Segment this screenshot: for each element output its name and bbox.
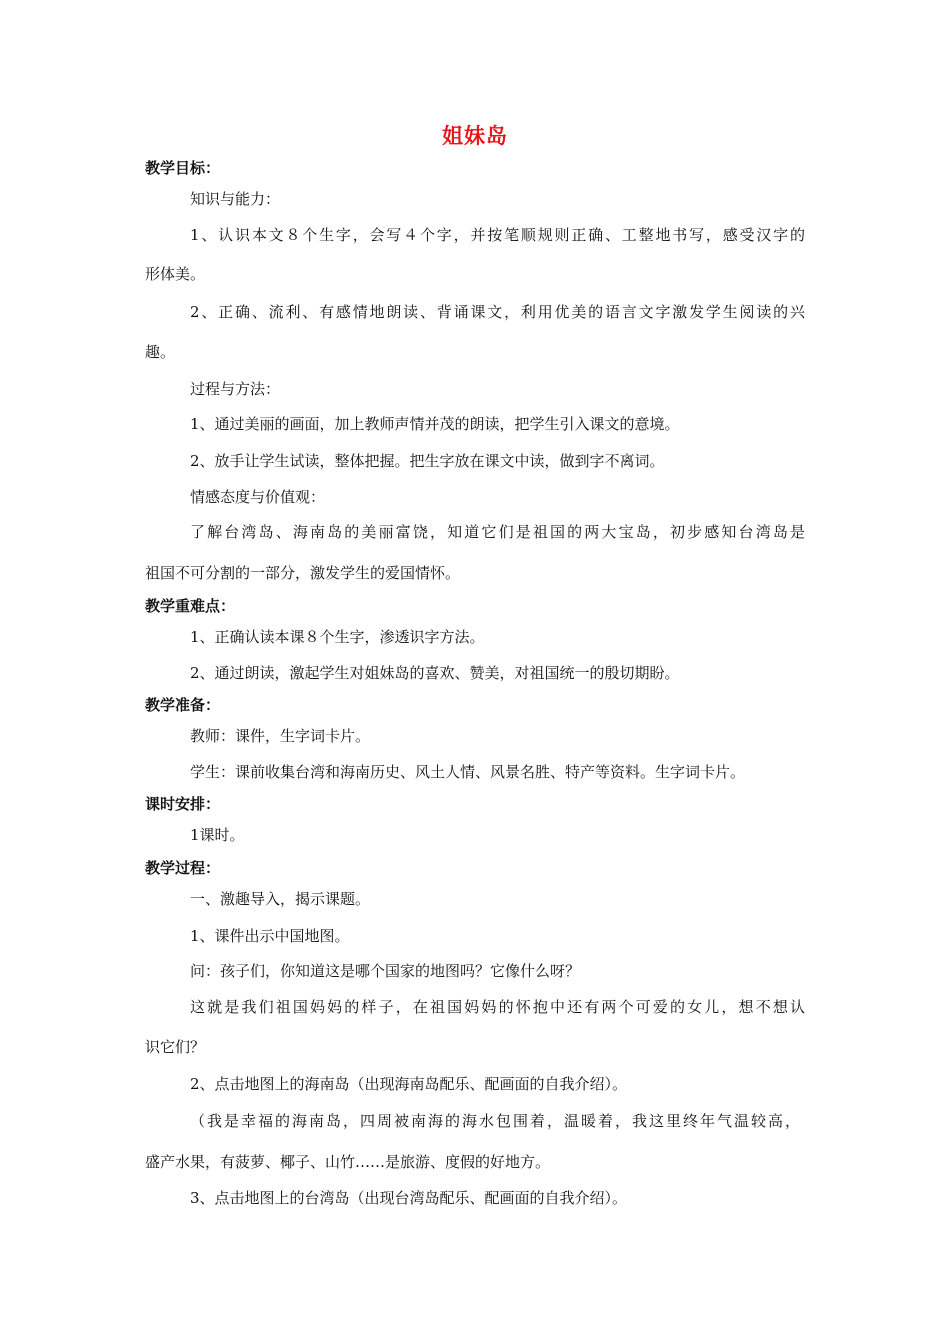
prep-heading: 教学准备： [145, 696, 221, 714]
emotion-label: 情感态度与价值观： [190, 488, 326, 506]
schedule-value: 1课时。 [190, 826, 245, 844]
document-title: 姐妹岛 [442, 124, 508, 148]
goal-k2-line1: 2、正确、流利、有感情地朗读、背诵课文，利用优美的语言文字激发学生阅读的兴 [190, 303, 805, 321]
goal-e1-line1: 了解台湾岛、海南岛的美丽富饶，知道它们是祖国的两大宝岛，初步感知台湾岛是 [190, 523, 805, 541]
process-step-4-line1: 这就是我们祖国妈妈的样子，在祖国妈妈的怀抱中还有两个可爱的女儿，想不想认 [190, 998, 805, 1016]
goal-e1-line2: 祖国不可分割的一部分，激发学生的爱国情怀。 [145, 564, 461, 582]
keypoints-heading: 教学重难点： [145, 597, 236, 615]
goal-k1-line2: 形体美。 [145, 265, 206, 283]
process-step-6-line1: （我是幸福的海南岛，四周被南海的海水包围着，温暖着，我这里终年气温较高， [190, 1112, 800, 1130]
process-step-6-line2: 盛产水果，有菠萝、椰子、山竹……是旅游、度假的好地方。 [145, 1153, 551, 1171]
process-step-1: 一、激趣导入，揭示课题。 [190, 890, 371, 908]
keypoint-1: 1、正确认读本课８个生字，渗透识字方法。 [190, 628, 485, 646]
process-step-5: 2、点击地图上的海南岛（出现海南岛配乐、配画面的自我介绍）。 [190, 1075, 628, 1093]
process-heading: 教学过程： [145, 859, 221, 877]
knowledge-label: 知识与能力： [190, 190, 281, 208]
schedule-heading: 课时安排： [145, 795, 221, 813]
process-label: 过程与方法： [190, 380, 281, 398]
goal-k1-line1: 1、认识本文８个生字，会写４个字，并按笔顺规则正确、工整地书写，感受汉字的 [190, 226, 805, 244]
prep-student: 学生：课前收集台湾和海南历史、风土人情、风景名胜、特产等资料。生字词卡片。 [190, 763, 746, 781]
goal-p1: 1、通过美丽的画面，加上教师声情并茂的朗读，把学生引入课文的意境。 [190, 415, 680, 433]
goal-p2: 2、放手让学生试读，整体把握。把生字放在课文中读，做到字不离词。 [190, 452, 665, 470]
process-step-7: 3、点击地图上的台湾岛（出现台湾岛配乐、配画面的自我介绍）。 [190, 1189, 628, 1207]
goals-heading: 教学目标： [145, 159, 221, 177]
prep-teacher: 教师：课件，生字词卡片。 [190, 727, 371, 745]
goal-k2-line2: 趣。 [145, 343, 176, 361]
process-step-4-line2: 识它们？ [145, 1038, 206, 1056]
keypoint-2: 2、通过朗读，激起学生对姐妹岛的喜欢、赞美，对祖国统一的殷切期盼。 [190, 664, 680, 682]
process-step-3: 问：孩子们，你知道这是哪个国家的地图吗？它像什么呀？ [190, 962, 581, 980]
process-step-2: 1、课件出示中国地图。 [190, 927, 350, 945]
